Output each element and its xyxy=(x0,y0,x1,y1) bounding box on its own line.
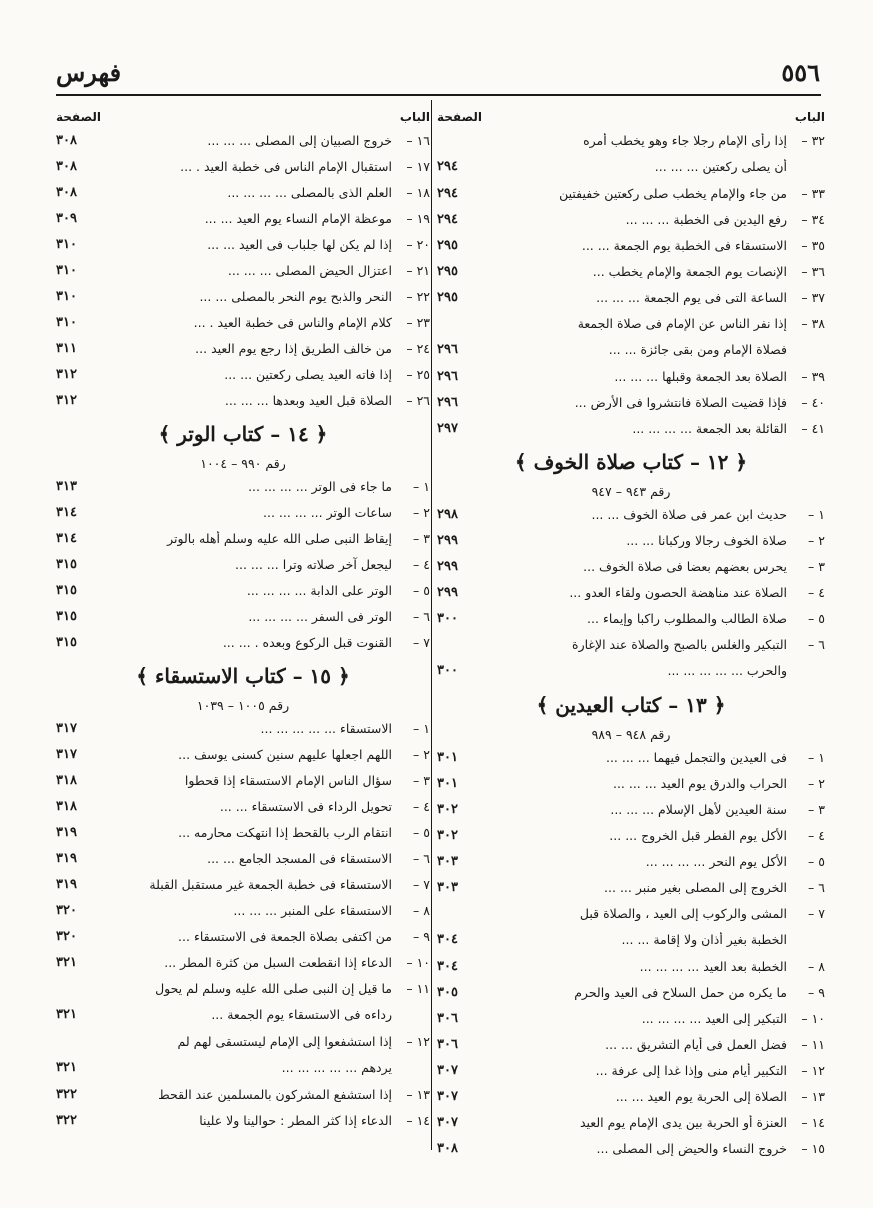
entry-number: ٤ – xyxy=(808,828,825,843)
entry-title: الأكل يوم النحر ... ... ... ... xyxy=(645,854,787,869)
entry-title: ساعات الوتر ... ... ... ... xyxy=(263,505,392,520)
entry-page: ٣٠٢ xyxy=(437,802,458,817)
entry-number: ٦ – xyxy=(413,851,430,866)
index-entry xyxy=(437,608,825,634)
entry-page: ٢٩٥ xyxy=(437,238,458,253)
entry-page: ٢٩٧ xyxy=(437,421,458,436)
entry-page: ٢٩٩ xyxy=(437,585,458,600)
index-entry xyxy=(56,528,430,554)
entry-page: ٣١٣ xyxy=(56,479,77,494)
entry-page: ٣١٩ xyxy=(56,877,77,892)
entry-number: ١ – xyxy=(413,479,430,494)
entry-title: إيقاظ النبى صلى الله عليه وسلم أهله بالوتر xyxy=(167,531,392,546)
entry-title: الاستسقاء على المنبر ... ... ... xyxy=(233,903,392,918)
entry-number: ١٢ – xyxy=(406,1034,430,1049)
index-entry xyxy=(437,530,825,556)
entry-page: ٣٢٢ xyxy=(56,1087,77,1102)
entry-title: الصلاة بعد الجمعة وقبلها ... ... ... xyxy=(614,369,787,384)
index-entry xyxy=(437,634,825,660)
entry-page: ٣٢١ xyxy=(56,955,77,970)
entry-number: ١٤ – xyxy=(406,1113,430,1128)
entry-page: ٣٠٨ xyxy=(56,133,77,148)
entry-page: ٣٠٧ xyxy=(437,1089,458,1104)
entry-number: ٢١ – xyxy=(406,263,430,278)
entry-page: ٣٠٠ xyxy=(437,611,458,626)
entry-page: ٣٢٠ xyxy=(56,903,77,918)
entry-page: ٣١٠ xyxy=(56,315,77,330)
entry-title: ما قيل إن النبى صلى الله عليه وسلم لم يحول xyxy=(155,981,392,996)
entry-number: ٩ – xyxy=(808,985,825,1000)
entry-number: ٣ – xyxy=(413,773,430,788)
index-entry xyxy=(56,952,430,978)
entry-page: ٣٠٥ xyxy=(437,985,458,1000)
index-entry xyxy=(437,956,825,982)
index-entry xyxy=(56,1110,430,1136)
entry-title: الاستسقاء فى المسجد الجامع ... ... xyxy=(207,851,392,866)
entry-title: فصلاة الإمام ومن بقى جائزة ... ... xyxy=(608,342,787,357)
entry-page: ٣١١ xyxy=(56,341,77,356)
index-entry-continuation xyxy=(437,929,825,956)
index-entry xyxy=(56,978,430,1004)
entry-number: ١ – xyxy=(808,507,825,522)
index-entry xyxy=(437,235,825,261)
entry-number: ١١ – xyxy=(801,1037,825,1052)
index-entry xyxy=(437,799,825,825)
book-title: ﴿ ١٥ – كتاب الاستسقاء ﴾ xyxy=(136,664,350,688)
hadith-range: رقم ١٠٠٥ – ١٠٣٩ xyxy=(196,698,290,713)
index-entry xyxy=(56,796,430,822)
entry-page: ٣٠٤ xyxy=(437,932,458,947)
index-entry xyxy=(56,744,430,770)
entry-title: يردهم ... ... ... ... ... xyxy=(281,1060,392,1075)
entry-number: ١٠ – xyxy=(406,955,430,970)
entry-title: انتقام الرب بالقحط إذا انتهكت محارمه ... xyxy=(178,825,392,840)
entry-number: ٢ – xyxy=(413,747,430,762)
entry-title: الصلاة إلى الحربة يوم العيد ... ... xyxy=(615,1089,787,1104)
entry-page: ٣٠٢ xyxy=(437,828,458,843)
index-entry-continuation xyxy=(56,1057,430,1084)
entry-number: ٣٥ – xyxy=(801,238,825,253)
index-entry xyxy=(437,1086,825,1112)
entry-page: ٣٠٧ xyxy=(437,1063,458,1078)
page-number: ٥٥٦ xyxy=(781,58,820,87)
entry-number: ٣٢ – xyxy=(801,133,825,148)
entry-number: ٦ – xyxy=(413,609,430,624)
entry-number: ٢٢ – xyxy=(406,289,430,304)
index-entry xyxy=(56,606,430,632)
index-entry xyxy=(56,770,430,796)
entry-number: ٢٠ – xyxy=(406,237,430,252)
entry-title: إذا لم يكن لها جلباب فى العيد ... ... xyxy=(207,237,392,252)
entry-number: ٥ – xyxy=(413,825,430,840)
entry-page: ٣٠١ xyxy=(437,776,458,791)
entry-number: ١٣ – xyxy=(801,1089,825,1104)
entry-number: ١٩ – xyxy=(406,211,430,226)
entry-title: القائلة بعد الجمعة ... ... ... ... xyxy=(632,421,787,436)
entry-title: التبكير والغلس بالصبح والصلاة عند الإغارة xyxy=(572,637,787,652)
entry-page: ٣١٨ xyxy=(56,799,77,814)
entry-title: موعظة الإمام النساء يوم العيد ... ... xyxy=(204,211,392,226)
index-entry xyxy=(437,825,825,851)
entry-page: ٣١٠ xyxy=(56,263,77,278)
index-entry xyxy=(437,130,825,156)
entry-number: ٢٦ – xyxy=(406,393,430,408)
index-entry xyxy=(437,773,825,799)
entry-page: ٢٩٥ xyxy=(437,290,458,305)
entry-title: فضل العمل فى أيام التشريق ... ... xyxy=(605,1037,787,1052)
entry-page: ٣١٩ xyxy=(56,851,77,866)
entry-title: الخطبة بعد العيد ... ... ... ... xyxy=(639,959,787,974)
index-entry xyxy=(56,182,430,208)
index-entry xyxy=(56,208,430,234)
entry-page: ٣٢١ xyxy=(56,1007,77,1022)
entry-page: ٣١٤ xyxy=(56,531,77,546)
entry-title: استقبال الإمام الناس فى خطبة العيد . ... xyxy=(180,159,392,174)
entry-number: ٣٩ – xyxy=(801,369,825,384)
column-divider xyxy=(431,100,432,1150)
entry-title: التبكير إلى العيد ... ... ... ... xyxy=(641,1011,787,1026)
index-entry xyxy=(56,338,430,364)
entry-number: ٩ – xyxy=(413,929,430,944)
index-entry xyxy=(437,903,825,929)
index-entry xyxy=(437,313,825,339)
index-entry-continuation xyxy=(437,660,825,687)
index-entry xyxy=(56,390,430,416)
entry-title: الخروج إلى المصلى بغير منبر ... ... xyxy=(604,880,787,895)
index-column-left xyxy=(56,110,430,1136)
entry-number: ٤١ – xyxy=(801,421,825,436)
entry-number: ٤٠ – xyxy=(801,395,825,410)
entry-title: فى العيدين والتجمل فيهما ... ... ... xyxy=(605,750,787,765)
running-title: فهرس xyxy=(56,58,122,87)
entry-page: ٣١٥ xyxy=(56,635,77,650)
entry-page: ٣١٠ xyxy=(56,237,77,252)
entry-number: ٥ – xyxy=(808,611,825,626)
index-entry xyxy=(437,1008,825,1034)
entry-number: ٦ – xyxy=(808,880,825,895)
index-entry xyxy=(437,261,825,287)
entry-page: ٣١٧ xyxy=(56,721,77,736)
entry-number: ٣٦ – xyxy=(801,264,825,279)
entry-number: ٣ – xyxy=(808,559,825,574)
entry-number: ١٣ – xyxy=(406,1087,430,1102)
entry-title: القنوت قبل الركوع وبعده . ... ... xyxy=(222,635,392,650)
index-entry xyxy=(56,364,430,390)
entry-page: ٣١٩ xyxy=(56,825,77,840)
entry-page: ٣٢١ xyxy=(56,1060,77,1075)
entry-number: ٢٣ – xyxy=(406,315,430,330)
index-entry xyxy=(437,1138,825,1164)
entry-title: المشى والركوب إلى العيد ، والصلاة قبل xyxy=(579,906,787,921)
entry-title: ما جاء فى الوتر ... ... ... ... xyxy=(248,479,392,494)
entry-title: العنزة أو الحربة بين يدى الإمام يوم العيد xyxy=(579,1115,787,1130)
column-header xyxy=(437,110,825,130)
index-entry-continuation xyxy=(56,1004,430,1031)
entry-page: ٣٠٣ xyxy=(437,854,458,869)
entry-title: أن يصلى ركعتين ... ... ... xyxy=(654,159,787,174)
entry-number: ٥ – xyxy=(808,854,825,869)
entry-number: ٢ – xyxy=(808,533,825,548)
index-entry xyxy=(56,848,430,874)
entry-page: ٣١٢ xyxy=(56,367,77,382)
entry-title: الاستسقاء فى الخطبة يوم الجمعة ... ... xyxy=(581,238,787,253)
entry-page: ٢٩٤ xyxy=(437,212,458,227)
entry-page: ٣٠٦ xyxy=(437,1037,458,1052)
entry-title: الإنصات يوم الجمعة والإمام يخطب ... xyxy=(592,264,787,279)
index-entry xyxy=(56,1084,430,1110)
entry-page: ٣٠٠ xyxy=(437,663,458,678)
entry-title: من اكتفى بصلاة الجمعة فى الاستسقاء ... xyxy=(178,929,392,944)
page-heading: الصفحة xyxy=(56,110,102,124)
entry-title: الدعاء إذا انقطعت السبل من كثرة المطر ... xyxy=(164,955,392,970)
index-entry xyxy=(437,392,825,418)
entry-number: ٤ – xyxy=(413,557,430,572)
index-entry xyxy=(437,877,825,903)
entry-page: ٣١٢ xyxy=(56,393,77,408)
index-entry xyxy=(437,556,825,582)
entry-title: خروج الصبيان إلى المصلى ... ... ... xyxy=(207,133,392,148)
entry-number: ٥ – xyxy=(413,583,430,598)
entry-page: ٣٠٨ xyxy=(56,159,77,174)
entry-title: ليجعل آخر صلاته وترا ... ... ... xyxy=(235,557,392,572)
book-title: ﴿ ١٤ – كتاب الوتر ﴾ xyxy=(158,422,328,446)
entry-page: ٣٠٧ xyxy=(437,1115,458,1130)
entry-page: ٣٠٩ xyxy=(56,211,77,226)
entry-title: إذا استشفعوا إلى الإمام ليستسقى لهم لم xyxy=(177,1034,392,1049)
entry-page: ٢٩٨ xyxy=(437,507,458,522)
entry-number: ٤ – xyxy=(808,585,825,600)
entry-title: الساعة التى فى يوم الجمعة ... ... ... xyxy=(596,290,787,305)
entry-number: ٣٣ – xyxy=(801,186,825,201)
index-entry xyxy=(56,718,430,744)
entry-number: ٢ – xyxy=(808,776,825,791)
index-entry xyxy=(56,130,430,156)
entry-number: ٣ – xyxy=(413,531,430,546)
index-entry xyxy=(56,554,430,580)
entry-number: ٤ – xyxy=(413,799,430,814)
entry-title: خروج النساء والحيض إلى المصلى ... xyxy=(596,1141,787,1156)
entry-title: من جاء والإمام يخطب صلى ركعتين خفيفتين xyxy=(559,186,787,201)
index-entry xyxy=(56,286,430,312)
entry-title: رداءه فى الاستسقاء يوم الجمعة ... xyxy=(211,1007,392,1022)
entry-number: ١٢ – xyxy=(801,1063,825,1078)
entry-page: ٣٠٨ xyxy=(437,1141,458,1156)
hadith-range: رقم ٩٤٣ – ٩٤٧ xyxy=(591,484,671,499)
entry-page: ٢٩٤ xyxy=(437,159,458,174)
hadith-range: رقم ٩٩٠ – ١٠٠٤ xyxy=(200,456,286,471)
entry-page: ٣١٨ xyxy=(56,773,77,788)
entry-title: سؤال الناس الإمام الاستسقاء إذا قحطوا xyxy=(184,773,392,788)
entry-title: الأكل يوم الفطر قبل الخروج ... ... xyxy=(609,828,787,843)
entry-title: الصلاة عند مناهضة الحصون ولقاء العدو ... xyxy=(569,585,787,600)
book-title: ﴿ ١٢ – كتاب صلاة الخوف ﴾ xyxy=(514,450,748,474)
index-entry xyxy=(56,900,430,926)
entry-number: ١٦ – xyxy=(406,133,430,148)
index-entry xyxy=(437,1112,825,1138)
index-entry xyxy=(437,504,825,530)
index-entry xyxy=(56,502,430,528)
index-entry xyxy=(56,874,430,900)
entry-page: ٣٠٤ xyxy=(437,959,458,974)
index-entry xyxy=(56,234,430,260)
index-entry-continuation xyxy=(437,339,825,366)
entry-number: ٨ – xyxy=(808,959,825,974)
index-entry xyxy=(437,366,825,392)
index-entry xyxy=(437,418,825,444)
entry-title: الدعاء إذا كثر المطر : حوالينا ولا علينا xyxy=(199,1113,392,1128)
entry-page: ٢٩٩ xyxy=(437,533,458,548)
entry-page: ٢٩٥ xyxy=(437,264,458,279)
entry-page: ٣٠٣ xyxy=(437,880,458,895)
entry-number: ١٠ – xyxy=(801,1011,825,1026)
index-entry xyxy=(437,982,825,1008)
entry-number: ١٥ – xyxy=(801,1141,825,1156)
index-entry xyxy=(56,1031,430,1057)
entry-title: تحويل الرداء فى الاستسقاء ... ... xyxy=(219,799,392,814)
entry-title: اعتزال الحيض المصلى ... ... ... xyxy=(227,263,392,278)
entry-number: ١٧ – xyxy=(406,159,430,174)
entry-title: الاستسقاء ... ... ... ... ... xyxy=(260,721,392,736)
entry-number: ٧ – xyxy=(808,906,825,921)
entry-number: ٣٧ – xyxy=(801,290,825,305)
entry-title: الاستسقاء فى خطبة الجمعة غير مستقبل القبلة xyxy=(149,877,392,892)
index-entry xyxy=(56,926,430,952)
entry-page: ٢٩٩ xyxy=(437,559,458,574)
index-entry xyxy=(437,1060,825,1086)
entry-title: الوتر فى السفر ... ... ... ... xyxy=(248,609,392,624)
index-entry xyxy=(437,183,825,209)
header-rule xyxy=(56,94,821,96)
entry-number: ٧ – xyxy=(413,635,430,650)
entry-number: ٣٨ – xyxy=(801,316,825,331)
entry-page: ٣١٥ xyxy=(56,557,77,572)
entry-page: ٢٩٦ xyxy=(437,342,458,357)
entry-title: ما يكره من حمل السلاح فى العيد والحرم xyxy=(574,985,787,1000)
entry-title: صلاة الطالب والمطلوب راكبا وإيماء ... xyxy=(587,611,787,626)
entry-number: ٢٥ – xyxy=(406,367,430,382)
entry-title: كلام الإمام والناس فى خطبة العيد . ... xyxy=(193,315,392,330)
entry-page: ٣٢٠ xyxy=(56,929,77,944)
entry-number: ٢٤ – xyxy=(406,341,430,356)
index-entry xyxy=(56,476,430,502)
index-entry xyxy=(56,822,430,848)
entry-title: الخطبة بغير أذان ولا إقامة ... ... xyxy=(621,932,787,947)
index-entry xyxy=(56,580,430,606)
index-entry xyxy=(437,582,825,608)
entry-page: ٣١٤ xyxy=(56,505,77,520)
entry-page: ٣١٧ xyxy=(56,747,77,762)
index-entry xyxy=(437,1034,825,1060)
entry-number: ٦ – xyxy=(808,637,825,652)
chapter-heading: الباب xyxy=(399,110,430,124)
entry-title: حديث ابن عمر فى صلاة الخوف ... ... xyxy=(591,507,787,522)
entry-page: ٣١٥ xyxy=(56,609,77,624)
entry-title: يحرس بعضهم بعضا فى صلاة الخوف ... xyxy=(583,559,787,574)
entry-title: من خالف الطريق إذا رجع يوم العيد ... xyxy=(195,341,392,356)
entry-number: ١ – xyxy=(413,721,430,736)
entry-page: ٢٩٦ xyxy=(437,369,458,384)
index-entry xyxy=(56,260,430,286)
entry-number: ١ – xyxy=(808,750,825,765)
index-entry xyxy=(437,209,825,235)
chapter-heading: الباب xyxy=(794,110,825,124)
entry-title: النحر والذبح يوم النحر بالمصلى ... ... xyxy=(199,289,392,304)
entry-page: ٣٠٨ xyxy=(56,185,77,200)
entry-title: إذا رأى الإمام رجلا جاء وهو يخطب أمره xyxy=(583,133,787,148)
index-entry xyxy=(56,632,430,658)
entry-title: اللهم اجعلها عليهم سنين كسنى يوسف ... xyxy=(178,747,392,762)
entry-number: ٣ – xyxy=(808,802,825,817)
entry-title: سنة العيدين لأهل الإسلام ... ... ... xyxy=(610,802,787,817)
entry-title: التكبير أيام منى وإذا غدا إلى عرفة ... xyxy=(595,1063,787,1078)
page-heading: الصفحة xyxy=(437,110,483,124)
entry-title: الوتر على الدابة ... ... ... ... xyxy=(246,583,392,598)
index-entry xyxy=(437,287,825,313)
entry-title: الصلاة قبل العيد وبعدها ... ... ... xyxy=(224,393,392,408)
entry-page: ٣٠٦ xyxy=(437,1011,458,1026)
entry-title: إذا فاته العيد يصلى ركعتين ... ... xyxy=(224,367,392,382)
index-entry xyxy=(56,312,430,338)
entry-number: ٨ – xyxy=(413,903,430,918)
entry-page: ٣١٥ xyxy=(56,583,77,598)
index-entry xyxy=(56,156,430,182)
hadith-range: رقم ٩٤٨ – ٩٨٩ xyxy=(591,727,671,742)
entry-title: إذا استشفع المشركون بالمسلمين عند القحط xyxy=(158,1087,392,1102)
book-title: ﴿ ١٣ – كتاب العيدين ﴾ xyxy=(536,693,726,717)
column-header xyxy=(56,110,430,130)
entry-page: ٢٩٤ xyxy=(437,186,458,201)
entry-number: ٧ – xyxy=(413,877,430,892)
entry-title: إذا نفر الناس عن الإمام فى صلاة الجمعة xyxy=(577,316,787,331)
entry-title: رفع اليدين فى الخطبة ... ... ... xyxy=(625,212,787,227)
entry-page: ٣٢٢ xyxy=(56,1113,77,1128)
entry-title: العلم الذى بالمصلى ... ... ... ... xyxy=(227,185,392,200)
entry-page: ٢٩٦ xyxy=(437,395,458,410)
entry-number: ٣٤ – xyxy=(801,212,825,227)
index-entry-continuation xyxy=(437,156,825,183)
index-entry xyxy=(437,747,825,773)
entry-page: ٣١٠ xyxy=(56,289,77,304)
entry-title: الحراب والدرق يوم العيد ... ... ... xyxy=(612,776,787,791)
entry-page: ٣٠١ xyxy=(437,750,458,765)
entry-number: ١٤ – xyxy=(801,1115,825,1130)
entry-number: ١١ – xyxy=(406,981,430,996)
entry-number: ٢ – xyxy=(413,505,430,520)
entry-title: فإذا قضيت الصلاة فانتشروا فى الأرض ... xyxy=(574,395,787,410)
index-column-right xyxy=(437,110,825,1164)
index-entry xyxy=(437,851,825,877)
entry-title: صلاة الخوف رجالا وركبانا ... ... xyxy=(626,533,787,548)
entry-title: والحرب ... ... ... ... ... xyxy=(667,663,787,678)
entry-number: ١٨ – xyxy=(406,185,430,200)
